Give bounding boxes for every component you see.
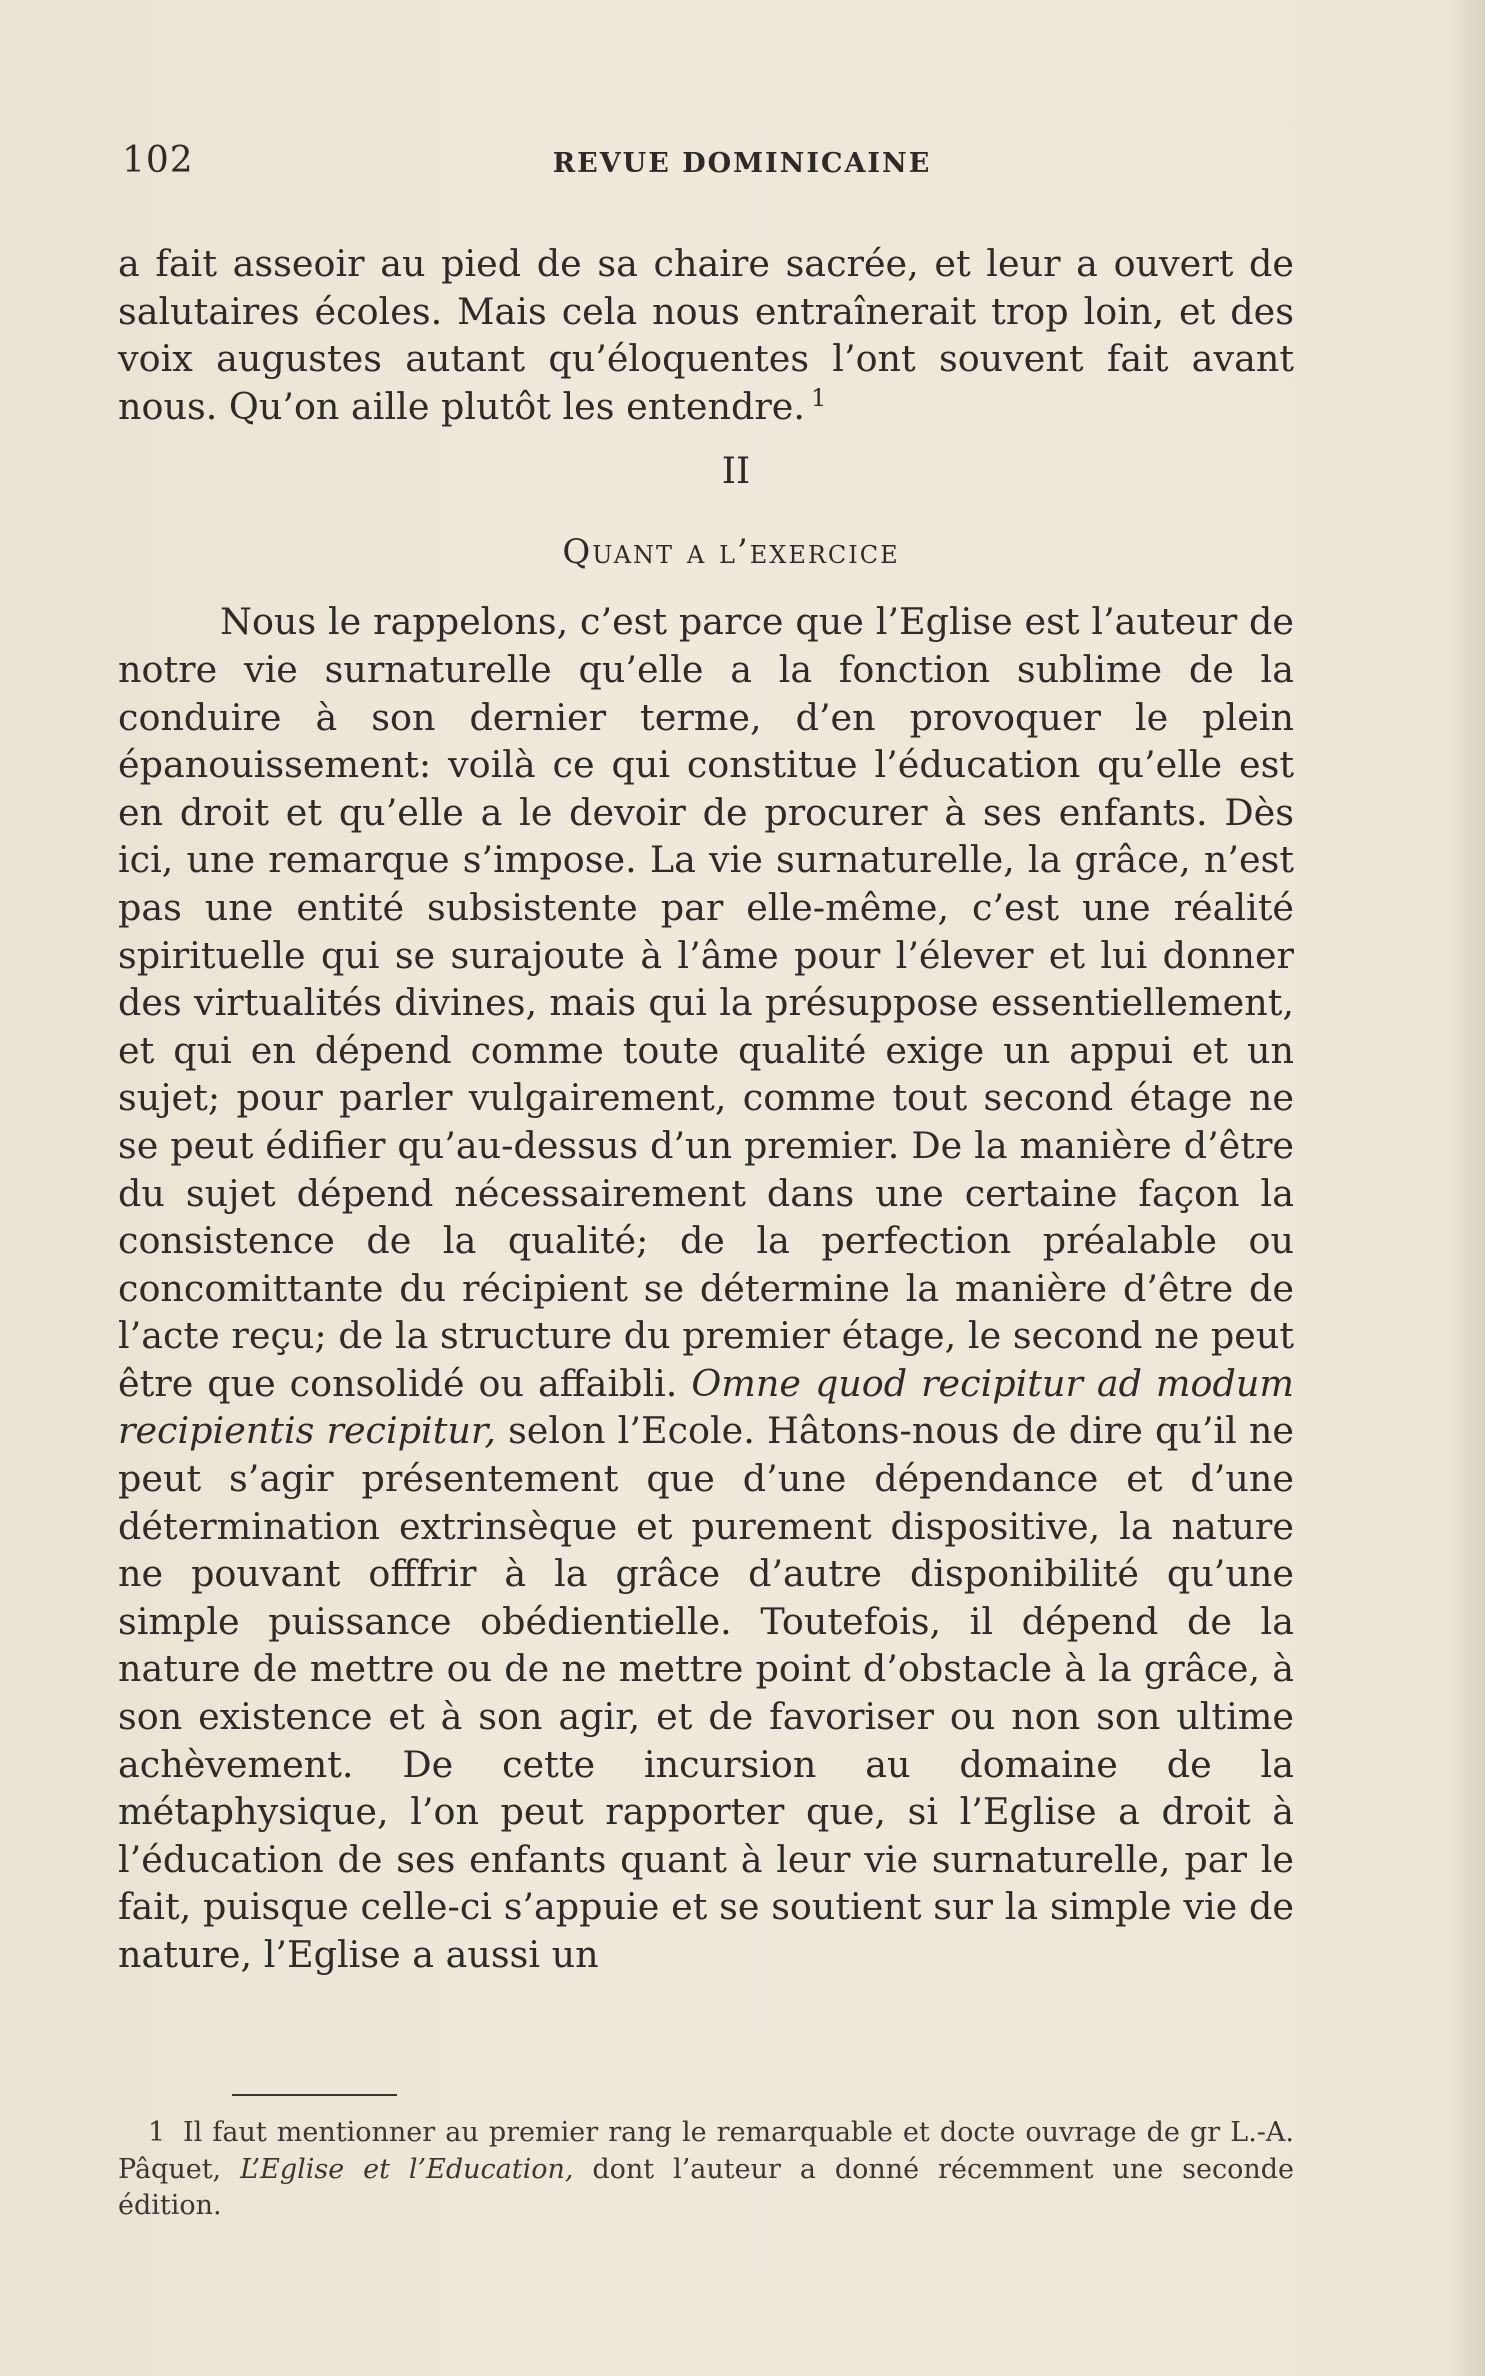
main-paragraph-part-2: selon l’Ecole. Hâtons-nous de dire qu’il ne peut s’agir présentement que d’une dépendance et d’une détermination extrinsèque et purement dispositive, la nature ne pouvant offfrir à la grâce d’autre disponibilité qu’une simple puissance obédientielle. Toutefois, il dépend de la nature de mettre ou de ne mettre point d’obstacle à la grâce, à son existence et à son agir, et de favoriser ou non son ultime achèvement. De cette incursion au domaine de la métaphysique, l’on peut rapporter que, si l’Eglise a droit à l’éducation de ses enfants quant à leur vie surnaturelle, par le fait, puisque celle-ci s’appuie et se soutient sur la simple vie de nature, l’Eglise a aussi un — [118, 1409, 1295, 1976]
main-paragraph-part-1: Nous le rappelons, c’est parce que l’Eglise est l’auteur de notre vie surnaturelle qu’elle a la fonction sublime de la conduire à son dernier terme, d’en provoquer le plein épanouissement: voilà ce qui constitue l’éducation qu’elle est en droit et qu’elle a le devoir de procurer à ses enfants. Dès ici, une remarque s’impose. La vie surnaturelle, la grâce, n’est pas une entité subsistente par elle-même, c’est une réalité spirituelle qui se surajoute à l’âme pour l’élever et lui donner des virtualités divines, mais qui la présuppose essentiellement, et qui en dépend comme toute qualité exige un appui et un sujet; pour parler vulgairement, comme tout second étage ne se peut édifier qu’au-dessus d’un premier. De la manière d’être du sujet dépend nécessairement dans une certaine façon la consistence de la qualité; de la perfection préalable ou concomittante du récipient se détermine la manière d’être de l’acte reçu; de la structure du premier étage, le second ne peut être que consolidé ou affaibli. — [118, 600, 1294, 1405]
footnote — [118, 2115, 1294, 2225]
page-number: 102 — [122, 140, 194, 181]
opening-paragraph-text: a fait asseoir au pied de sa chaire sacrée, et leur a ouvert de salutaires écoles. Mais cela nous entraînerait trop loin, et des voix augustes autant qu’éloquentes l’ont souvent fait avant nous. Qu’on aille plutôt les entendre. — [118, 242, 1294, 428]
footnote-number: 1 — [148, 2117, 166, 2148]
footnote-divider — [232, 2094, 397, 2096]
footnote-text-2: dont l’auteur a donné récemment une seconde édition. — [118, 2153, 1294, 2221]
running-head: REVUE DOMINICAINE — [552, 148, 932, 179]
page-header — [122, 140, 1292, 200]
page-edge-shadow — [1445, 0, 1485, 2376]
opening-paragraph — [118, 240, 1294, 430]
body-text — [118, 240, 1294, 1979]
latin-quote: Omne quod recipitur ad modum recipientis recipitur, — [118, 1361, 1294, 1453]
section-title: Quant a l’exercice — [562, 532, 900, 573]
section-number: II — [721, 451, 751, 493]
footnote-reference: 1 — [811, 383, 827, 412]
main-paragraph — [118, 598, 1294, 1978]
footnote-book-title: L’Eglise et l’Education, — [240, 2153, 574, 2185]
footnote-text-1: Il faut mentionner au premier rang le remarquable et docte ouvrage de gr L.-A. Pâquet, — [118, 2117, 1294, 2185]
